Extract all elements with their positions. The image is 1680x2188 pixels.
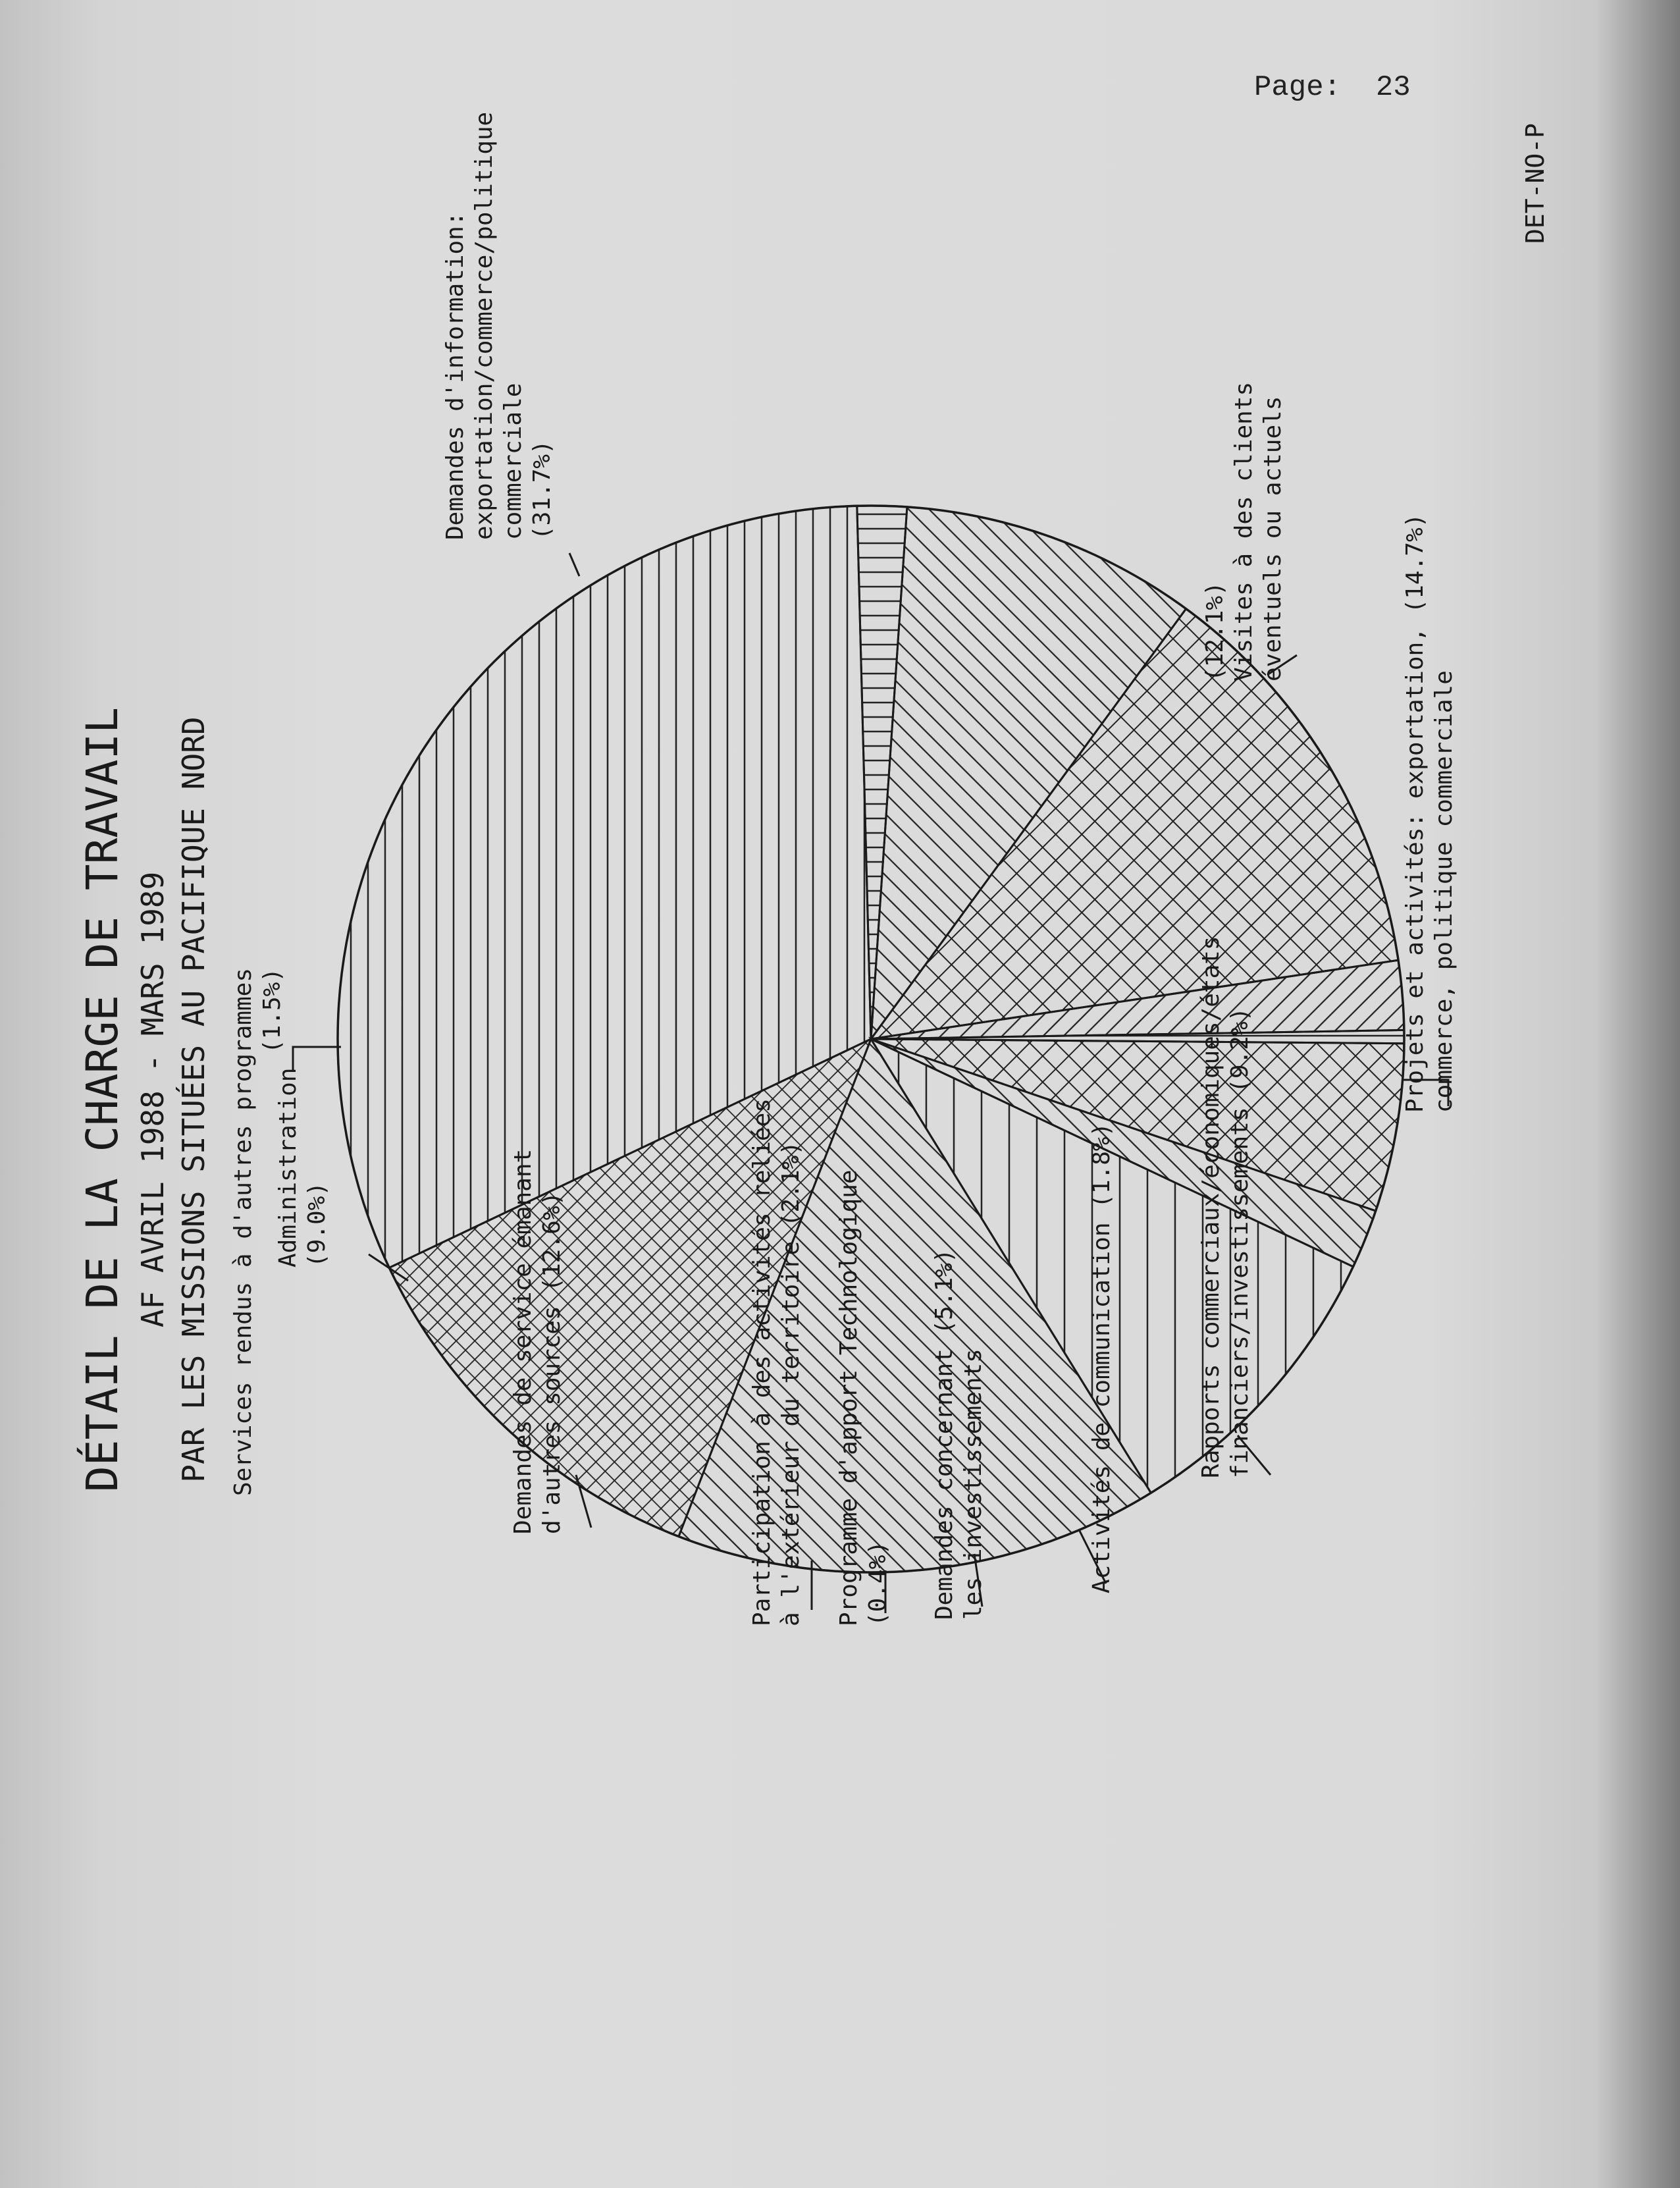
- slice-label-2-line-1: (12.1%): [1201, 581, 1228, 681]
- slice-label-9-line-2: d'autres sources (12.6%): [538, 1191, 565, 1534]
- slice-label-6-line-1: Demandes concernant (5.1%): [931, 1248, 958, 1620]
- chart-title: DÉTAIL DE LA CHARGE DE TRAVAIL: [77, 707, 128, 1493]
- chart-subtitle-2: PAR LES MISSIONS SITUÉES AU PACIFIQUE NORD: [176, 716, 211, 1483]
- slice-label-3-line-2: commerce, politique commerciale: [1431, 670, 1457, 1113]
- slice-label-7-line-2: (0.4%): [864, 1540, 891, 1626]
- slice-label-8-line-1: Participation à des activités reliées: [748, 1098, 775, 1626]
- slice-label-group-10: [275, 1068, 330, 1267]
- slice-label-11-line-1: Services rendus à d'autres programmes: [230, 968, 257, 1496]
- slice-label-group-1: [442, 112, 556, 540]
- slice-label-1-line-2: exportation/commerce/politique: [471, 111, 498, 540]
- slice-label-group-3: [1402, 514, 1457, 1113]
- chart-subtitle-1: AF AVRIL 1988 - MARS 1989: [135, 871, 171, 1328]
- slice-label-10-line-2: (9.0%): [303, 1181, 330, 1267]
- slice-label-10-line-1: Administration: [275, 1067, 302, 1267]
- slice-label-6-line-2: les investissements: [960, 1348, 987, 1620]
- slice-label-5-line-1: Activités de communication (1.8%): [1088, 1122, 1115, 1593]
- slice-label-2-line-3: éventuels ou actuels: [1259, 396, 1286, 681]
- slice-label-1-line-1: Demandes d'information:: [442, 211, 469, 540]
- slice-label-8-line-2: à l'extérieur du territoire (2.1%): [777, 1141, 804, 1626]
- slice-label-group-5: [1088, 1123, 1115, 1593]
- slice-label-9-line-1: Demandes de service émanant: [510, 1148, 537, 1534]
- slice-label-1-line-3: commerciale: [500, 383, 527, 540]
- slice-label-7-line-1: Programme d'apport Technologique: [835, 1169, 862, 1626]
- slice-label-4-line-1: Rapports commerciaux/économiques/états: [1197, 936, 1224, 1478]
- slice-label-11-line-2: (1.5%): [259, 968, 286, 1054]
- page-number: 23: [1375, 71, 1411, 104]
- title-block: [76, 707, 211, 1492]
- slice-label-3-line-1: Projets et activités: exportation, (14.7%): [1402, 513, 1429, 1113]
- page-label: Page:: [1254, 71, 1342, 104]
- slice-label-2-line-2: Visites à des clients: [1230, 381, 1257, 681]
- doc-code: [1521, 123, 1550, 244]
- slice-label-4-line-2: financiers/investissements (9.2%): [1226, 1007, 1253, 1478]
- doc-code-text: DET-NO-P: [1521, 122, 1550, 244]
- slice-label-group-2: [1201, 382, 1286, 681]
- slice-label-1-line-4: (31.7%): [529, 440, 556, 540]
